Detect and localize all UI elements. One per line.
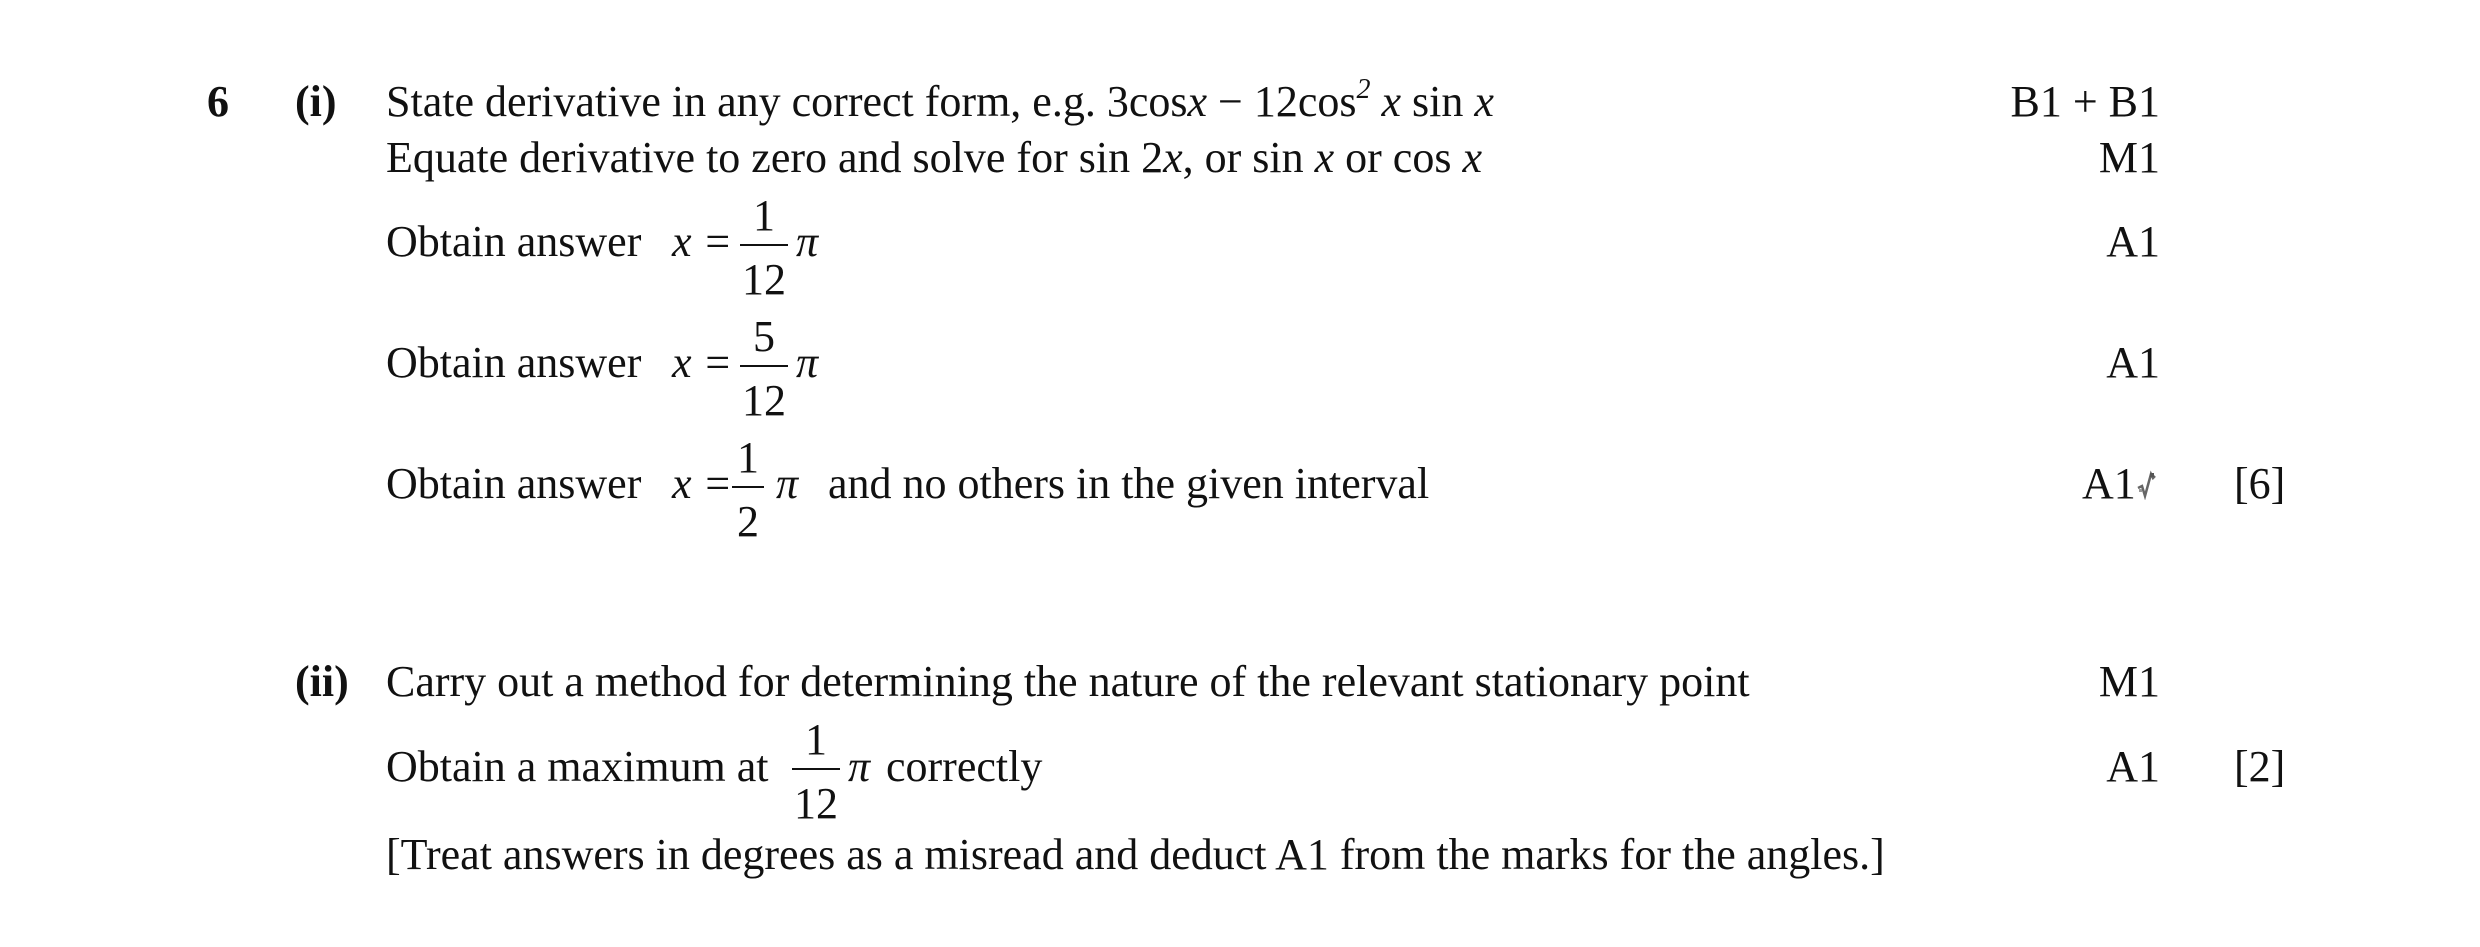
fraction-denominator: 12: [794, 779, 838, 828]
fraction-numerator: 1: [753, 191, 775, 240]
part-i-line-5-lhs: x =: [672, 459, 733, 508]
part-i-line-3-rhs: π: [796, 217, 819, 266]
part-i-line-4-prefix: Obtain answer: [386, 338, 642, 387]
fraction-bar: [740, 244, 788, 246]
follow-through-tick-icon: [2136, 470, 2158, 500]
part-i-line-2: [386, 133, 1482, 182]
fraction-numerator: 5: [753, 312, 775, 361]
part-i-line-3-mark: A1: [2106, 217, 2160, 266]
part-ii-line-2-mark: A1: [2106, 742, 2160, 791]
part-ii-line-2-suffix: correctly: [886, 742, 1043, 791]
part-i-line-1-text: State derivative in any correct form, e.g.: [386, 77, 1107, 126]
fraction-1-12-ii: [788, 714, 844, 828]
part-ii-total-marks: [2]: [2234, 742, 2286, 791]
part-i-line-5-rhs: π: [776, 459, 799, 508]
part-i-line-3-prefix: Obtain answer: [386, 217, 642, 266]
part-i-line-5-mark-text: A1: [2082, 459, 2136, 508]
fraction-numerator: 1: [805, 715, 827, 764]
fraction-1-2: [728, 432, 768, 546]
part-i-line-5-suffix: and no others in the given interval: [828, 459, 1430, 508]
derivative-expression: $3\cos x - 12\cos^2$ x sin x: [1106, 74, 1494, 126]
fraction-1-12: [736, 190, 792, 304]
fraction-5-12: [736, 311, 792, 425]
part-ii-line-2-rhs: π: [848, 742, 871, 791]
part-i-line-1-mark: B1 + B1: [2010, 77, 2160, 126]
part-ii-label: (ii): [295, 657, 349, 706]
part-i-line-3-lhs: x =: [672, 217, 733, 266]
fraction-bar: [740, 365, 788, 367]
part-i-line-5-mark: [2082, 459, 2158, 508]
part-i-line-4-lhs: x =: [672, 338, 733, 387]
part-i-line-5-prefix: Obtain answer: [386, 459, 642, 508]
part-i-label: (i): [295, 77, 337, 126]
question-number: 6: [207, 77, 229, 126]
part-i-line-2-mark: M1: [2098, 133, 2160, 182]
part-ii-line-1: Carry out a method for determining the nature of the relevant stationary point: [386, 657, 1750, 706]
part-i-line-2-text: Equate derivative to zero and solve for sin 2x, or sin x or cos x: [386, 133, 1482, 182]
fraction-bar: [792, 768, 840, 770]
part-ii-line-1-mark: M1: [2098, 657, 2160, 706]
fraction-denominator: 12: [742, 376, 786, 425]
fraction-denominator: 2: [737, 497, 759, 546]
fraction-bar: [732, 486, 764, 488]
part-i-line-4-mark: A1: [2106, 338, 2160, 387]
part-i-total-marks: [6]: [2234, 459, 2286, 508]
fraction-numerator: 1: [737, 433, 759, 482]
part-ii-line-2-prefix: Obtain a maximum at: [386, 742, 769, 791]
part-i-line-1: [386, 74, 1494, 126]
fraction-denominator: 12: [742, 255, 786, 304]
misread-note: [Treat answers in degrees as a misread and deduct A1 from the marks for the angles.]: [386, 830, 1885, 879]
part-i-line-4-rhs: π: [796, 338, 819, 387]
